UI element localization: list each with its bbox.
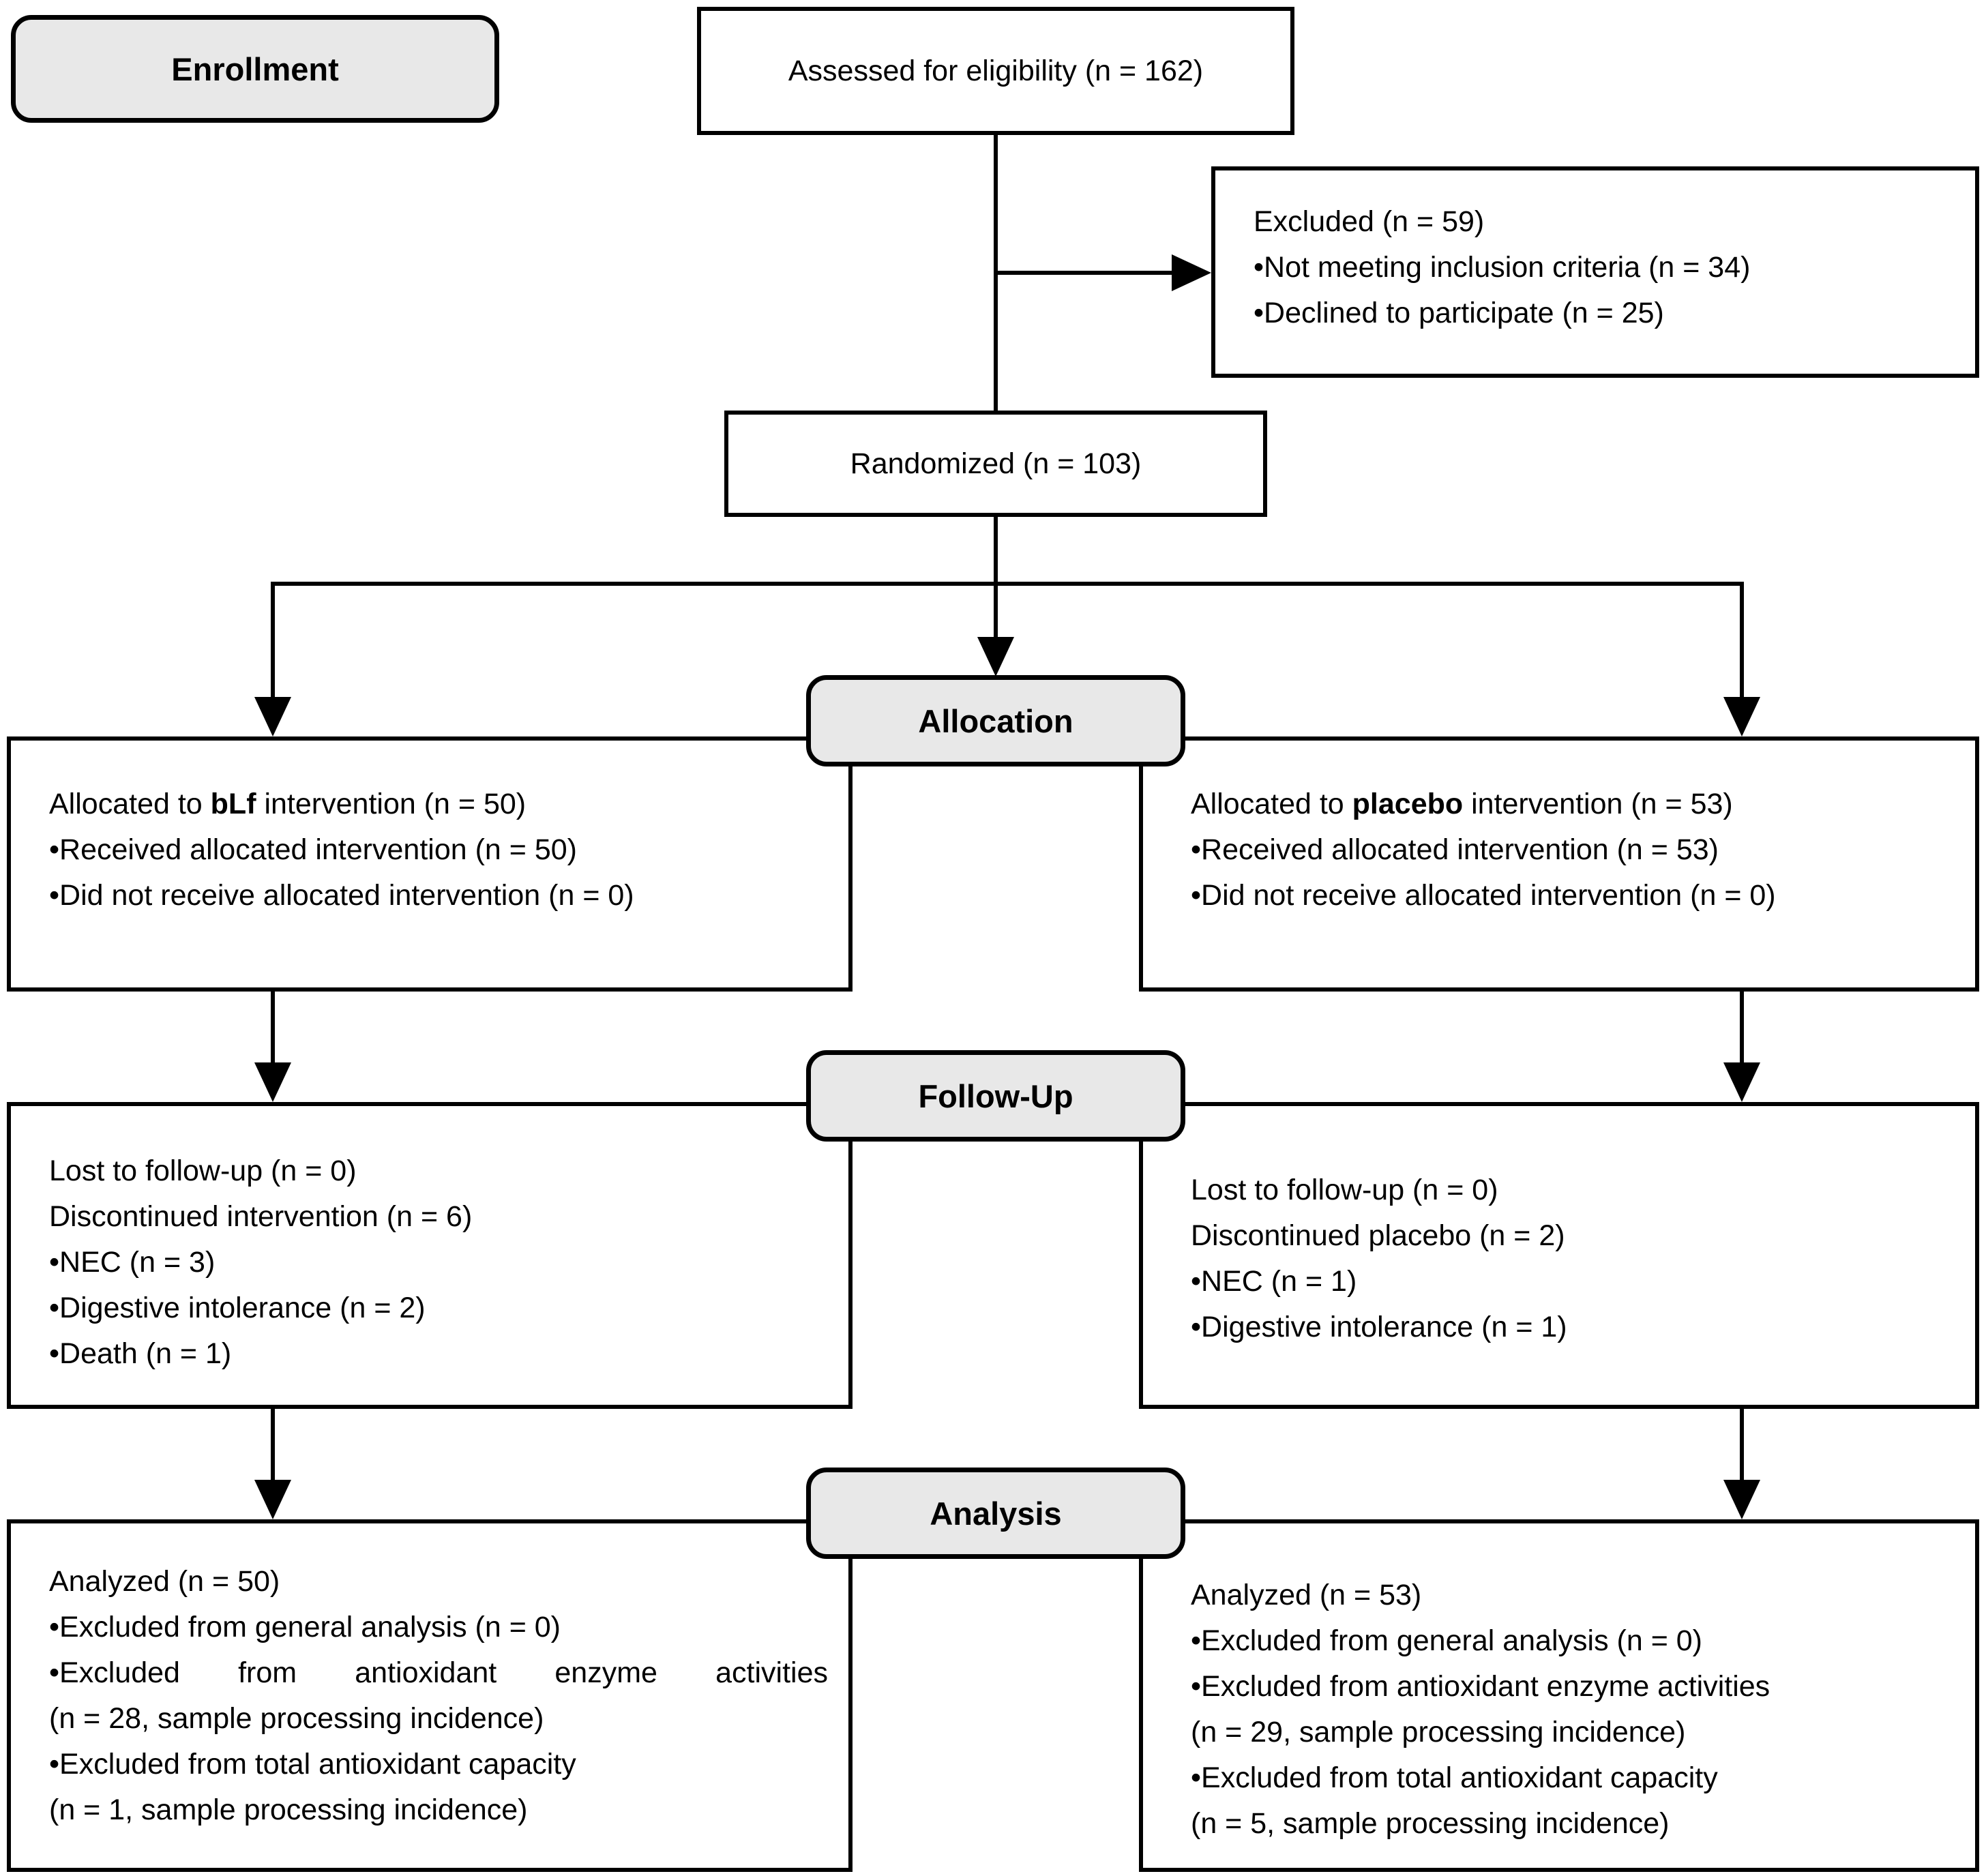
allocation-line: •Did not receive allocated intervention (n = 0) (1191, 879, 1776, 912)
connector-alloc-followup-right (1740, 992, 1744, 1064)
analysis-line: (n = 29, sample processing incidence) (1191, 1716, 1686, 1748)
arrow-down-icon (1723, 697, 1760, 736)
followup-line: Lost to follow-up (n = 0) (1191, 1174, 1498, 1206)
followup-line: Lost to follow-up (n = 0) (49, 1155, 357, 1187)
stage-followup-label: Follow-Up (918, 1077, 1073, 1114)
intro-prefix: Allocated to (1191, 788, 1352, 820)
stage-allocation (806, 675, 1185, 766)
allocation-intro-line (49, 781, 828, 827)
analysis-line: Analyzed (n = 53) (1191, 1579, 1422, 1611)
followup-line: Discontinued placebo (n = 2) (1191, 1219, 1565, 1252)
followup-line: Discontinued intervention (n = 6) (49, 1200, 473, 1233)
connector-followup-analysis-right (1740, 1409, 1744, 1481)
arrow-down-icon (254, 1062, 291, 1102)
followup-line: •Digestive intolerance (n = 2) (49, 1292, 426, 1324)
box-analysis-blf (7, 1519, 853, 1872)
arrow-down-icon (254, 697, 291, 736)
stage-analysis-label: Analysis (930, 1495, 1062, 1532)
analysis-line: (n = 5, sample processing incidence) (1191, 1807, 1670, 1840)
connector-alloc-followup-left (271, 992, 275, 1064)
connector-split-bar (271, 582, 1744, 586)
connector-followup-analysis-left (271, 1409, 275, 1481)
box-analysis-placebo (1139, 1519, 1979, 1872)
followup-line: •Digestive intolerance (n = 1) (1191, 1311, 1567, 1343)
excluded-line: •Not meeting inclusion criteria (n = 34) (1254, 251, 1751, 284)
randomized-text: Randomized (n = 103) (850, 447, 1142, 480)
intro-bold: placebo (1352, 788, 1464, 820)
connector-split-right (1740, 584, 1744, 700)
intro-suffix: intervention (n = 50) (256, 788, 527, 820)
followup-line: •NEC (n = 3) (49, 1246, 216, 1279)
intro-prefix: Allocated to (49, 788, 211, 820)
box-excluded (1211, 166, 1979, 378)
stage-followup (806, 1050, 1185, 1142)
box-followup-blf (7, 1102, 853, 1409)
intro-suffix: intervention (n = 53) (1463, 788, 1733, 820)
analysis-line: (n = 28, sample processing incidence) (49, 1702, 544, 1735)
analysis-line: •Excluded from general analysis (n = 0) (49, 1611, 561, 1643)
arrow-down-icon (1723, 1062, 1760, 1102)
analysis-line: (n = 1, sample processing incidence) (49, 1793, 528, 1826)
analysis-line: •Excluded from total antioxidant capacity (1191, 1761, 1718, 1794)
assessed-text: Assessed for eligibility (n = 162) (788, 54, 1204, 87)
allocation-line: •Received allocated intervention (n = 53) (1191, 833, 1719, 866)
followup-line: •NEC (n = 1) (1191, 1265, 1357, 1298)
box-followup-placebo (1139, 1102, 1979, 1409)
analysis-line: •Excluded from antioxidant enzyme activities (49, 1656, 828, 1689)
analysis-line: •Excluded from total antioxidant capacity (49, 1748, 576, 1781)
connector-split-left (271, 584, 275, 700)
intro-bold: bLf (210, 788, 256, 820)
excluded-line: Excluded (n = 59) (1254, 205, 1485, 238)
analysis-line: •Excluded from general analysis (n = 0) (1191, 1624, 1703, 1657)
box-randomized (724, 411, 1267, 517)
arrow-down-icon (254, 1480, 291, 1519)
stage-enrollment (11, 15, 499, 123)
stage-analysis (806, 1468, 1185, 1559)
analysis-line: Analyzed (n = 50) (49, 1565, 280, 1598)
allocation-intro-line (1191, 781, 1955, 827)
arrow-right-icon (1172, 254, 1211, 291)
allocation-line: •Did not receive allocated intervention (n = 0) (49, 879, 634, 912)
box-assessed (697, 7, 1294, 135)
analysis-line: •Excluded from antioxidant enzyme activities (1191, 1670, 1770, 1703)
arrow-down-icon (1723, 1480, 1760, 1519)
box-allocation-blf (7, 736, 853, 992)
box-allocation-placebo (1139, 736, 1979, 992)
allocation-line: •Received allocated intervention (n = 50) (49, 833, 577, 866)
followup-line: •Death (n = 1) (49, 1337, 232, 1370)
stage-allocation-label: Allocation (918, 702, 1073, 739)
stage-enrollment-label: Enrollment (171, 50, 339, 87)
connector-to-excluded (996, 271, 1172, 275)
excluded-line: •Declined to participate (n = 25) (1254, 297, 1664, 329)
arrow-down-icon (977, 637, 1014, 676)
connector-randomized-allocation (994, 517, 998, 642)
